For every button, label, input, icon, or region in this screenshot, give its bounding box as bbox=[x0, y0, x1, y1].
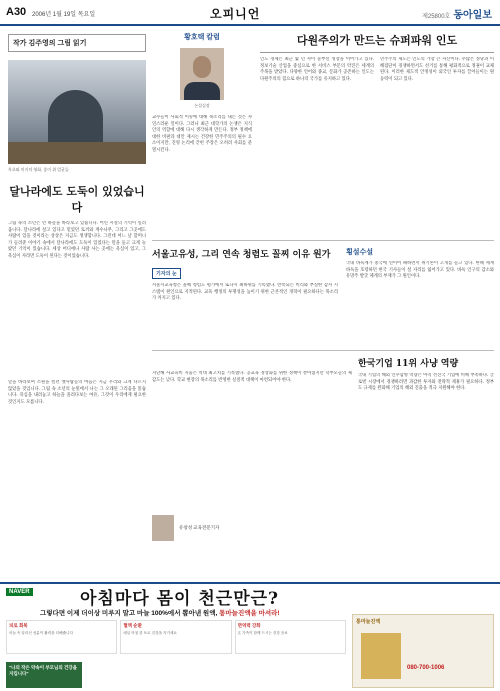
page-number: A30 bbox=[6, 6, 27, 18]
ad-feature-title: 면역력 강화 bbox=[237, 623, 261, 628]
lower-article-text bbox=[152, 371, 352, 511]
reporter-article-title: 서울고유성, 그리 연속 청렴도 꼴찌 이유 원가 bbox=[152, 250, 331, 260]
ad-product-name: 통마늘진액 bbox=[356, 619, 381, 625]
ad-product-panel[interactable] bbox=[352, 614, 494, 688]
ad-phone[interactable]: 080-700-1006 bbox=[407, 665, 445, 671]
issue-date: 2006년 1월 19일 목요일 bbox=[32, 12, 96, 18]
hoengseol-kicker: 횡설수설 bbox=[346, 249, 374, 256]
ad-feature-grid bbox=[6, 620, 346, 654]
essay-body: 그림 속의 소년은 먼 하늘을 바라보고 있습니다. 어린 시절의 기억이 밀려옵니다. 달나라에 살고 있다고 믿었던 토끼와 계수나무, 그리고 그곳에도 사람이 있을 것이라는 상상은 지금도 생생합니다. 그런데 어느 날 할머니가 들려준 이야기 속에서 달나라에도 도둑이 있었다는 말을 듣고 크게 놀랐던 기억이 있습니다. 세상 어디에나 사람 사는 곳에는 욕심이 있고, 그 욕심이 자라면 도둑이 된다는 것이었습니다. bbox=[8, 221, 146, 259]
ad-feature-text: 매일 아침 한 포로 건강을 지키세요 bbox=[123, 631, 177, 635]
page-header bbox=[0, 0, 500, 26]
main-body-right: 민주주의 제도는 인도의 가장 큰 자산이다. 수많은 정당과 이해집단이 경쟁하면서도 선거를 통해 평화적으로 정권이 교체된다. 이러한 제도적 안정성이 외국인 투자를 끌어들이는 원동력이 되고 있다. bbox=[380, 57, 494, 82]
columnist-name: 논설실장 bbox=[194, 103, 210, 108]
ad-logo: NAVER bbox=[6, 588, 33, 596]
ad-feature-text: 마늘 속 알리신 성분이 활력을 더해줍니다 bbox=[9, 631, 74, 635]
main-column-text bbox=[260, 57, 494, 257]
main-column bbox=[260, 32, 494, 257]
lower-section bbox=[152, 350, 494, 572]
middle-band bbox=[152, 240, 494, 348]
columnist-body: 교수들이 사회적 이슈에 대해 목소리를 내는 것은 자연스러운 일이다. 그러나 최근 대학가의 논쟁은 지식인의 역할에 대해 다시 생각하게 만든다. 정부 정책에 대한 비판과 대안 제시는 건강한 민주주의의 필수 요소이지만, 진영 논리에 갇힌 주장은 오히려 사회를 분열시킨다. bbox=[152, 115, 252, 153]
ad-feature-cell bbox=[6, 620, 117, 654]
lower-article bbox=[152, 371, 352, 541]
ad-subheadline bbox=[40, 608, 280, 617]
photo-caption: 흑초와 미키의 영화, 종이 위 얼굴들 bbox=[8, 167, 69, 172]
photo-figure bbox=[48, 90, 103, 150]
edition-number: 제25800호 bbox=[422, 14, 451, 20]
lower-right-column bbox=[358, 356, 494, 563]
ad-slogan: "나의 작은 약속이 부모님의 건강을 지킵니다" bbox=[6, 662, 82, 688]
essay-headline: 달나라에도 도둑이 있었습니다 bbox=[9, 185, 145, 214]
portrait-suit bbox=[184, 82, 220, 100]
brand-name: 동아일보 bbox=[453, 10, 492, 21]
lower-article-body: 지난해 사교육비 지출은 역대 최고치를 기록했다. 공교육 정상화를 위한 정책이 쏟아졌지만 학부모들의 체감도는 낮다. 학교 현장의 목소리를 반영한 실질적 대책이 마련되어야 한다. bbox=[152, 371, 352, 383]
reporter-article-tag: 기자의 눈 bbox=[152, 268, 181, 279]
portrait-head bbox=[193, 56, 211, 78]
reporter-article-text bbox=[152, 283, 338, 353]
essay-continuation-body: 달을 바라보며 소원을 빌던 옛사람들의 마음은 지금 우리와 크게 다르지 않았을 것입니다. 그림 속 소년의 눈빛에서 나는 그 오래된 그리움을 읽습니다. 욕심을 내려놓고 하늘을 올려다보는 여유, 그것이 우리에게 필요한 것인지도 모릅니다. bbox=[8, 380, 146, 405]
essay-continuation bbox=[8, 380, 146, 575]
ad-feature-cell bbox=[120, 620, 231, 654]
reporter-article-body: 서울시교육청은 올해 청렴도 평가에서 또다시 최하위를 기록했다. 반복되는 비리와 부실한 감사 시스템이 원인으로 지적된다. 교육 행정의 투명성을 높이기 위한 근본적인 개혁이 필요하다는 목소리가 커지고 있다. bbox=[152, 283, 338, 302]
ad-feature-cell bbox=[235, 620, 346, 654]
columnist-section bbox=[152, 32, 252, 263]
photo-essay bbox=[8, 34, 146, 404]
columnist-kicker: 황호택 칼럼 bbox=[184, 34, 220, 41]
ad-feature-title: 피로 회복 bbox=[9, 623, 28, 628]
reporter-article bbox=[152, 247, 338, 353]
newspaper-brand bbox=[422, 6, 492, 21]
ad-sub-a: 그렇다면 이제 더이상 미루지 말고 마늘 100%에서 뽑아낸 원액, bbox=[40, 610, 218, 617]
reporter-photo bbox=[152, 515, 174, 541]
lower-right-title: 한국기업 11위 사냥 역량 bbox=[358, 359, 459, 369]
hoengseol-column bbox=[346, 247, 494, 349]
hoengseol-body: 국내 바둑계가 중국에 연이어 패하면서 위기론이 고개를 들고 있다. 한때 세계 바둑을 호령하던 한국 기사들이 설 자리를 잃어가고 있다. 바둑 인구의 감소와 유망주 발굴 체계의 부재가 그 원인이다. bbox=[346, 261, 494, 280]
ad-feature-text: 온 가족이 함께 드시는 건강 음료 bbox=[237, 631, 288, 635]
lower-right-body: 국내 기업의 해외 인수합병 역량은 아직 선진국 기업에 비해 부족하다. 글로벌 시장에서 경쟁하려면 과감한 투자와 전략적 제휴가 필요하다. 정부도 규제를 완화해 기업의 해외 진출을 적극 지원해야 한다. bbox=[358, 373, 494, 392]
ad-headline: 아침마다 몸이 천근만근? bbox=[80, 589, 280, 609]
reporter-name: 유창성 교육전문기자 bbox=[179, 525, 220, 530]
ad-feature-title: 혈액 순환 bbox=[123, 623, 142, 628]
advertisement[interactable] bbox=[0, 582, 500, 691]
photo-essay-kicker: 작가 김주영의 그림 읽기 bbox=[8, 34, 146, 52]
columnist-portrait bbox=[180, 48, 224, 100]
essay-photo bbox=[8, 60, 146, 164]
main-column-title: 다원주의가 만드는 슈퍼파워 인도 bbox=[260, 32, 494, 53]
section-title: 오피니언 bbox=[210, 7, 261, 21]
byline bbox=[152, 515, 352, 541]
photo-ground bbox=[8, 142, 146, 164]
main-body-left: 인도 경제는 최근 몇 년 사이 눈부신 성장을 이어가고 있다. 정보기술 산업을 중심으로 한 서비스 부문의 약진은 세계의 주목을 받았다. 다양한 언어와 종교, 문화가 공존하는 인도는 다원주의의 힘으로 하나의 국가를 유지하고 있다. bbox=[260, 57, 374, 82]
ad-sub-b: 통마늘진액을 마셔라! bbox=[219, 610, 280, 617]
product-box-image bbox=[361, 633, 401, 679]
